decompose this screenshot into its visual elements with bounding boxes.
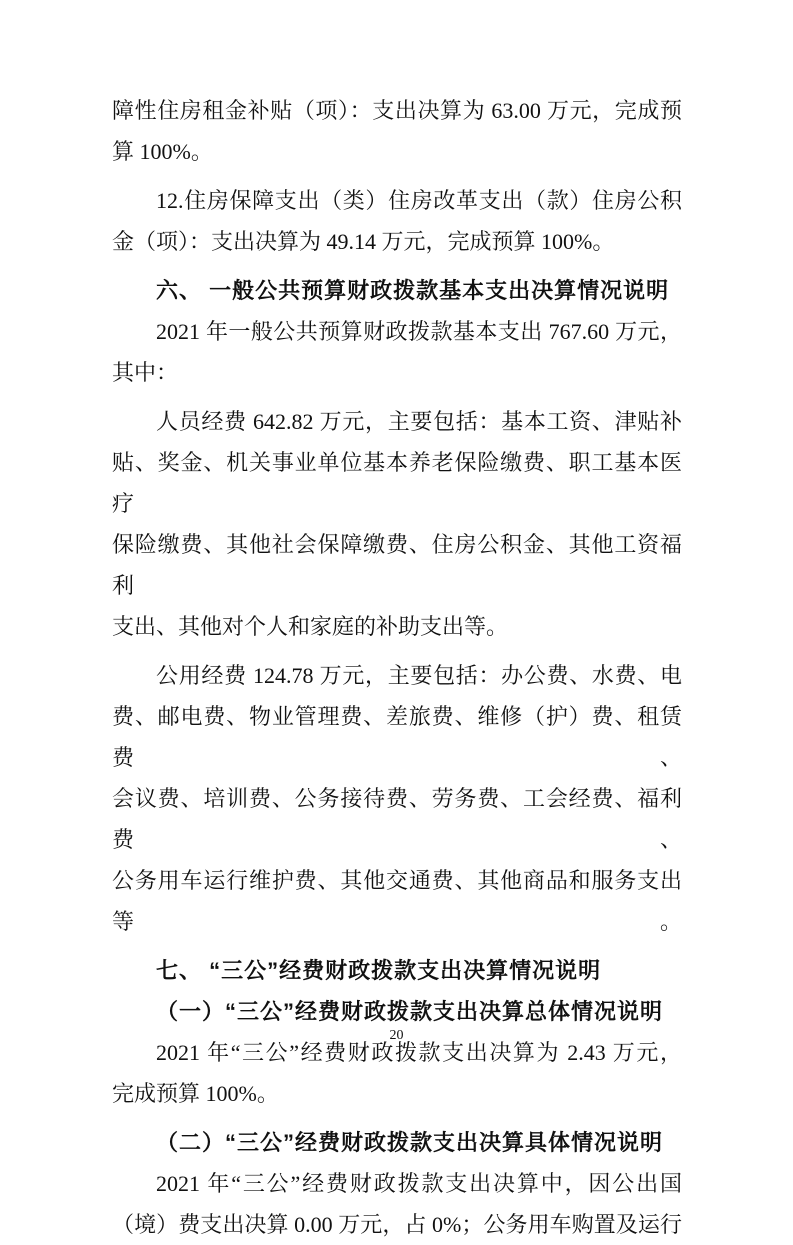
text-line: （境）费支出决算 0.00 万元，占 0%；公务用车购置及运行: [112, 1212, 682, 1237]
text-line: 2021 年“三公”经费财政拨款支出决算中，因公出国: [156, 1171, 682, 1196]
text-line: 完成预算 100%。: [112, 1081, 279, 1106]
text-line: 保险缴费、其他社会保障缴费、住房公积金、其他工资福利: [112, 532, 682, 598]
document-body: [112, 90, 682, 1245]
text-line: 费、邮电费、物业管理费、差旅费、维修（护）费、租赁费、: [112, 704, 682, 770]
text-line: 支出、其他对个人和家庭的补助支出等。: [112, 614, 509, 639]
text-line: 贴、奖金、机关事业单位基本养老保险缴费、职工基本医疗: [112, 450, 682, 516]
subsection-heading-two: （二）“三公”经费财政拨款支出决算具体情况说明: [156, 1130, 664, 1155]
text-line: 算 100%。: [112, 139, 213, 164]
text-line: 公务用车运行维护费、其他交通费、其他商品和服务支出等。: [112, 868, 682, 934]
text-line: 其中：: [112, 360, 179, 385]
text-line: 公用经费 124.78 万元，主要包括：办公费、水费、电: [156, 663, 682, 688]
text-line: 会议费、培训费、公务接待费、劳务费、工会经费、福利费、: [112, 786, 682, 852]
section-heading-six: 六、 一般公共预算财政拨款基本支出决算情况说明: [156, 278, 670, 303]
page-number: 20: [389, 1028, 404, 1043]
text-line: 2021 年一般公共预算财政拨款基本支出 767.60 万元，: [156, 319, 682, 344]
text-line: 12.住房保障支出（类）住房改革支出（款）住房公积: [156, 188, 682, 213]
text-line: 人员经费 642.82 万元，主要包括：基本工资、津贴补: [156, 409, 682, 434]
text-line: 金（项）：支出决算为 49.14 万元，完成预算 100%。: [112, 229, 615, 254]
section-heading-seven: 七、 “三公”经费财政拨款支出决算情况说明: [156, 958, 602, 983]
text-line: 障性住房租金补贴（项）：支出决算为 63.00 万元，完成预: [112, 98, 682, 123]
subsection-heading-one: （一）“三公”经费财政拨款支出决算总体情况说明: [156, 999, 664, 1024]
text-line: 2021 年“三公”经费财政拨款支出决算为 2.43 万元，: [156, 1040, 682, 1065]
